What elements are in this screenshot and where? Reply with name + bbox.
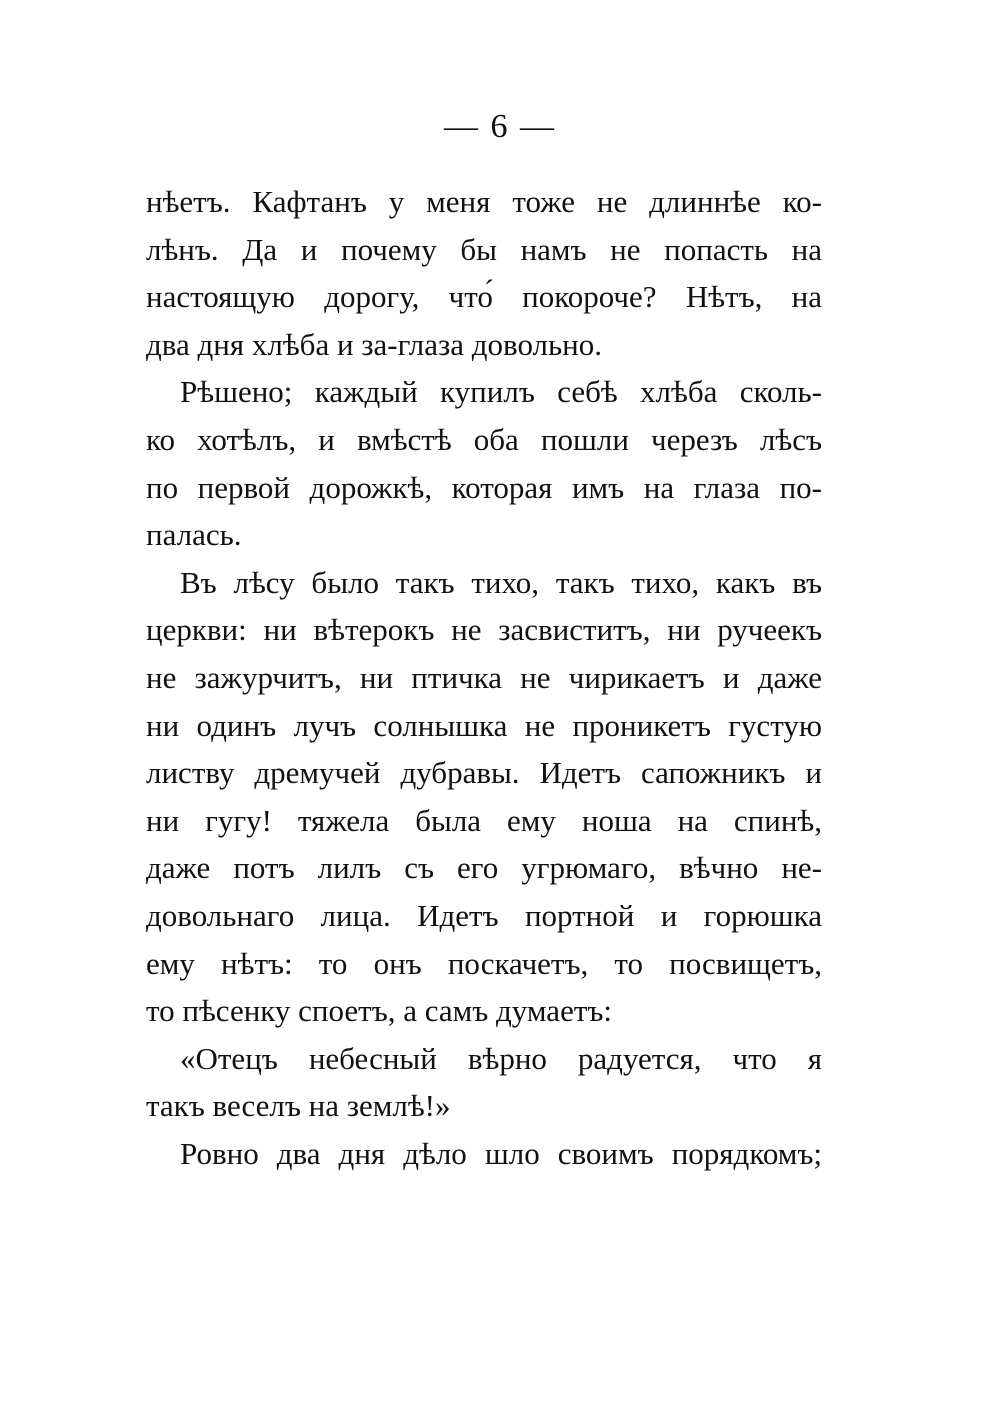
text-line: не зажурчитъ, ни птичка не чирикаетъ и даже: [146, 659, 822, 695]
text-line: Въ лѣсу было такъ тихо, такъ тихо, какъ въ: [180, 564, 822, 600]
text-line: настоящую дорогу, что́ покороче? Нѣтъ, на: [146, 279, 822, 315]
paragraph: [146, 559, 822, 1035]
body-text: [146, 178, 822, 1177]
text-line: листву дремучей дубравы. Идетъ сапожникъ и: [146, 755, 822, 791]
text-line: «Отецъ небесный вѣрно радуется, что я: [180, 1040, 822, 1076]
paragraph: [146, 1130, 822, 1178]
paragraph: [146, 178, 822, 368]
text-line: даже потъ лилъ съ его угрюмаго, вѣчно не-: [146, 850, 822, 886]
paragraph-quote: [146, 1035, 822, 1130]
text-line: церкви: ни вѣтерокъ не засвиститъ, ни ручеекъ: [146, 612, 822, 648]
text-line: такъ веселъ на землѣ!»: [146, 1088, 451, 1124]
text-line: то пѣсенку споетъ, а самъ думаетъ:: [146, 993, 613, 1029]
text-line: палась.: [146, 517, 242, 553]
text-line: ни гугу! тяжела была ему ноша на спинѣ,: [146, 802, 822, 838]
text-line: Ровно два дня дѣло шло своимъ порядкомъ;: [180, 1135, 822, 1171]
text-line: Рѣшено; каждый купилъ себѣ хлѣба сколь-: [180, 374, 822, 410]
text-line: ему нѣтъ: то онъ поскачетъ, то посвищетъ,: [146, 945, 822, 981]
text-line: ко хотѣлъ, и вмѣстѣ оба пошли черезъ лѣсъ: [146, 421, 822, 457]
text-line: ни одинъ лучъ солнышка не проникетъ густую: [146, 707, 822, 743]
text-line: довольнаго лица. Идетъ портной и горюшка: [146, 897, 822, 933]
text-line: нѣетъ. Кафтанъ у меня тоже не длиннѣе ко-: [146, 184, 822, 219]
page-number: — 6 —: [444, 108, 556, 145]
text-line: лѣнъ. Да и почему бы намъ не попасть на: [146, 231, 822, 267]
text-line: по первой дорожкѣ, которая имъ на глаза по-: [146, 469, 822, 505]
paragraph: [146, 368, 822, 558]
text-line: два дня хлѣба и за-глаза довольно.: [146, 326, 602, 362]
